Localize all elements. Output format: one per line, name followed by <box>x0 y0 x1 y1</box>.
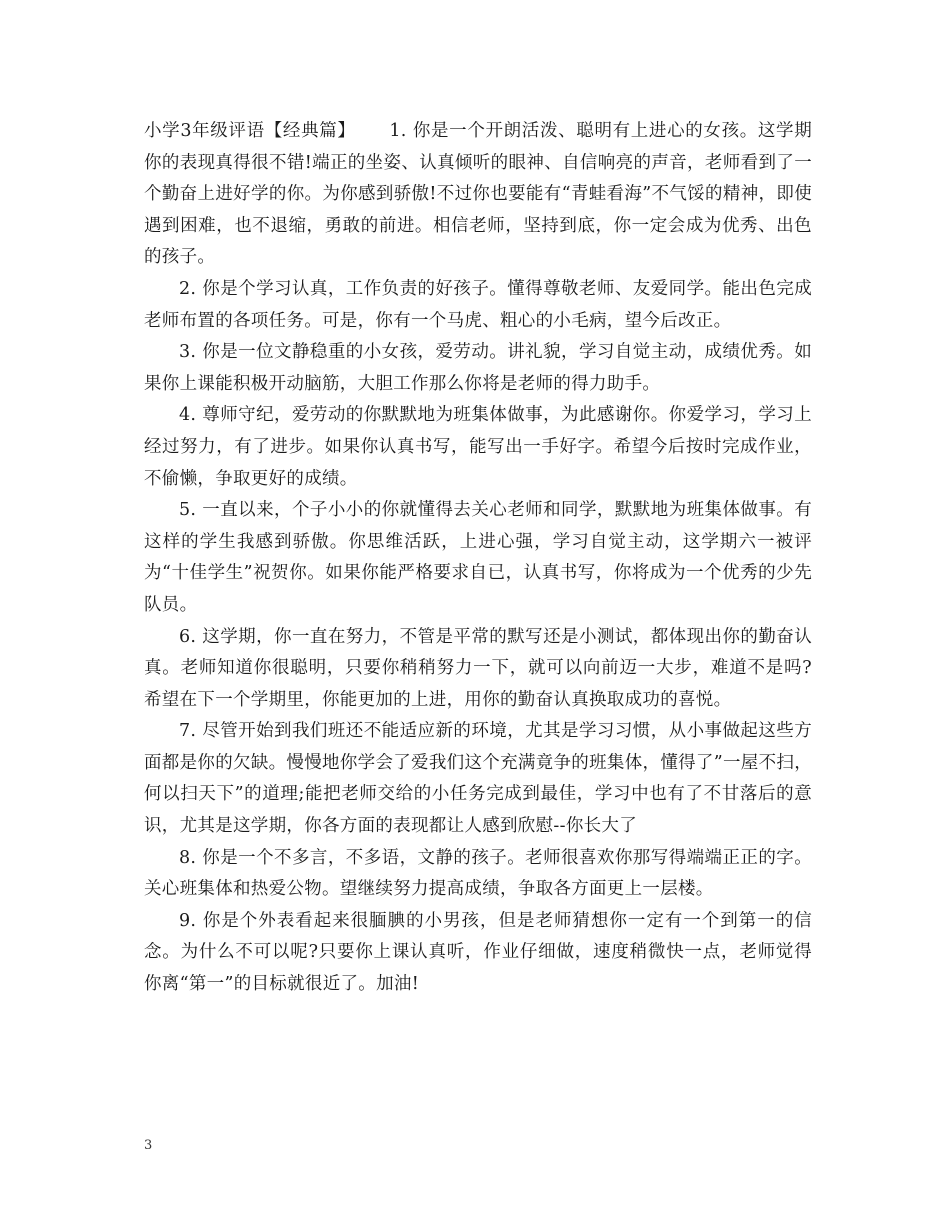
paragraph-3: 3. 你是一位文静稳重的小女孩，爱劳动。讲礼貌，学习自觉主动，成绩优秀。如果你上课能积极开动脑筋，大胆工作那么你将是老师的得力助手。 <box>144 342 812 394</box>
document-body <box>144 116 812 1001</box>
paragraph-9: 9. 你是个外表看起来很腼腆的小男孩，但是老师猜想你一定有一个到第一的信念。为什么不可以呢?只要你上课认真听，作业仔细做，速度稍微快一点，老师觉得你离“第一”的目标就很近了。加油! <box>144 910 812 995</box>
paragraph-7: 7. 尽管开始到我们班还不能适应新的环境，尤其是学习习惯，从小事做起这些方面都是你的欠缺。慢慢地你学会了爱我们这个充满竟争的班集体，懂得了”一屋不扫，何以扫天下”的道理;能把老师交给的小任务完成到最佳，学习中也有了不甘落后的意识，尤其是这学期，你各方面的表现都让人感到欣慰--你长大了 <box>144 721 812 837</box>
paragraph-4: 4. 尊师守纪，爱劳动的你默默地为班集体做事，为此感谢你。你爱学习，学习上经过努力，有了进步。如果你认真书写，能写出一手好字。希望今后按时完成作业，不偷懒，争取更好的成绩。 <box>144 405 812 489</box>
paragraph-5: 5. 一直以来，个子小小的你就懂得去关心老师和同学，默默地为班集体做事。有这样的学生我感到骄傲。你思维活跃，上进心强，学习自觉主动，这学期六一被评为“十佳学生”祝贺你。如果你能严格要求自已，认真书写，你将成为一个优秀的少先队员。 <box>144 500 812 615</box>
paragraph-8: 8. 你是一个不多言，不多语，文静的孩子。老师很喜欢你那写得端端正正的字。关心班集体和热爱公物。望继续努力提高成绩，争取各方面更上一层楼。 <box>144 847 812 900</box>
paragraph-2: 2. 你是个学习认真，工作负责的好孩子。懂得尊敬老师、友爱同学。能出色完成老师布置的各项任务。可是，你有一个马虎、粗心的小毛病，望今后改正。 <box>144 278 812 331</box>
paragraph-1: 小学3年级评语【经典篇】 1. 你是一个开朗活泼、聪明有上进心的女孩。这学期你的表现真得很不错!端正的坐姿、认真倾听的眼神、自信响亮的声音，老师看到了一个勤奋上进好学的你。为你感到骄傲!不过你也要能有“青蛙看海”不气馁的精神，即使遇到困难，也不退缩，勇敢的前进。相信老师，坚持到底，你一定会成为优秀、出色的孩子。 <box>144 121 812 268</box>
paragraph-6: 6. 这学期，你一直在努力，不管是平常的默写还是小测试，都体现出你的勤奋认真。老师知道你很聪明，只要你稍稍努力一下，就可以向前迈一大步，难道不是吗?希望在下一个学期里，你能更加的上进，用你的勤奋认真换取成功的喜悦。 <box>144 626 812 710</box>
page-number: 3 <box>144 1138 153 1153</box>
